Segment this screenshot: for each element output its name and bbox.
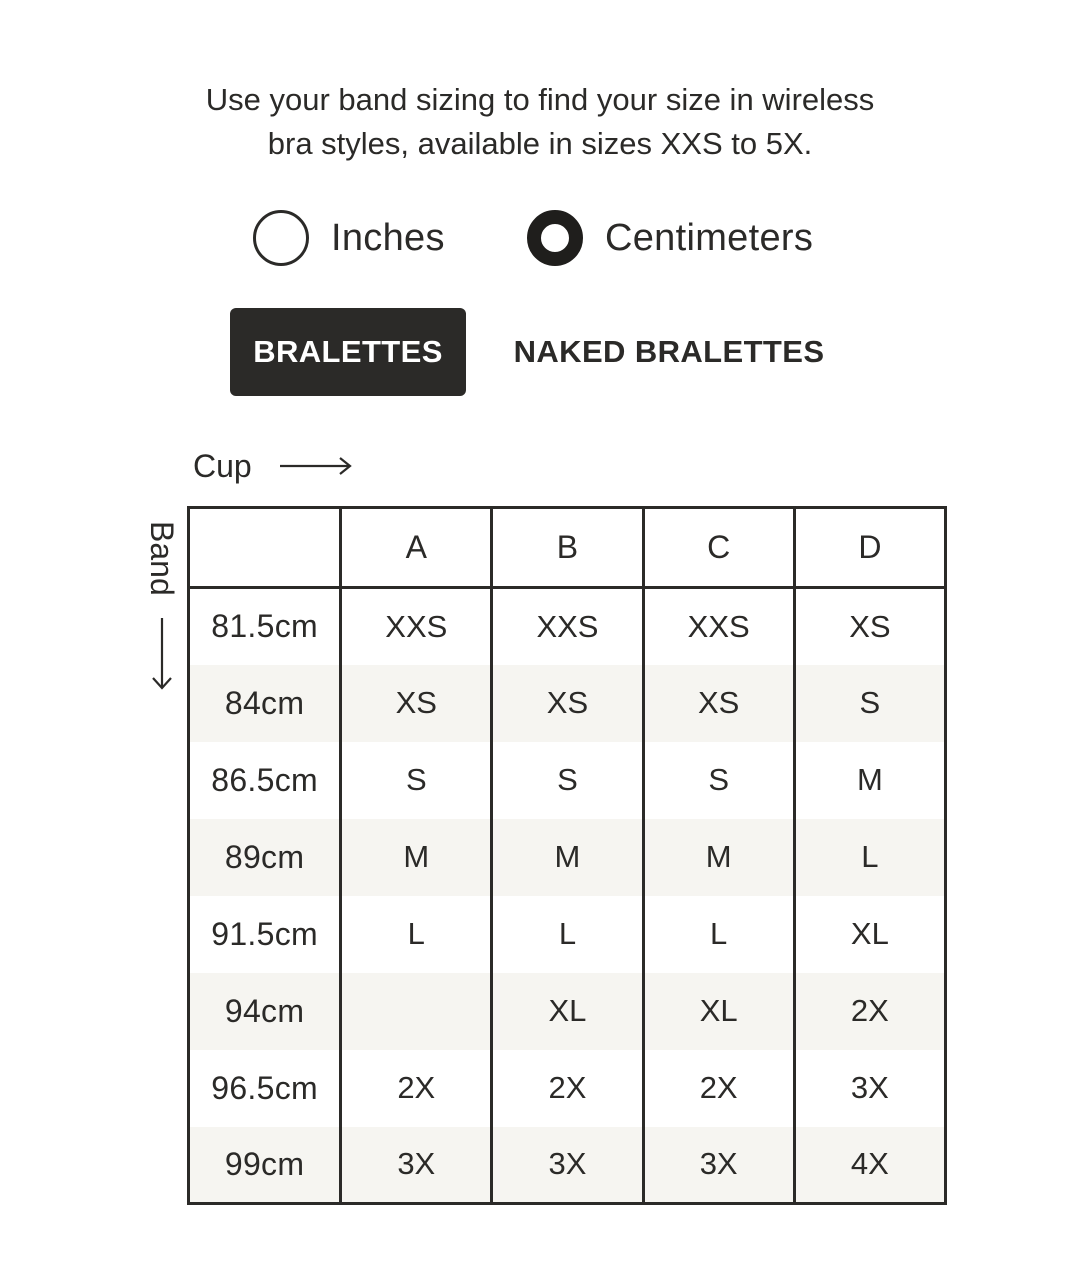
size-cell: L xyxy=(492,896,643,973)
unit-selector xyxy=(0,206,1080,270)
band-size-cell: 99cm xyxy=(189,1127,341,1204)
size-cell: XL xyxy=(794,896,945,973)
table-row xyxy=(189,1127,946,1204)
band-size-cell: 89cm xyxy=(189,819,341,896)
unit-label-inches: Inches xyxy=(331,216,445,259)
cup-axis-label xyxy=(193,444,354,488)
size-cell: 2X xyxy=(643,1050,794,1127)
cup-header-b: B xyxy=(492,508,643,588)
size-cell: 2X xyxy=(794,973,945,1050)
tab-naked-bralettes[interactable]: NAKED BRALETTES xyxy=(513,334,825,369)
size-cell: XS xyxy=(794,588,945,665)
size-cell: 3X xyxy=(794,1050,945,1127)
band-axis-label xyxy=(140,516,184,706)
size-chart-table xyxy=(187,506,947,1205)
table-row xyxy=(189,665,946,742)
band-size-cell: 96.5cm xyxy=(189,1050,341,1127)
table-row xyxy=(189,1050,946,1127)
cup-header-c: C xyxy=(643,508,794,588)
table-row xyxy=(189,896,946,973)
cup-header-d: D xyxy=(794,508,945,588)
unit-option-centimeters[interactable] xyxy=(527,206,813,270)
style-tabs xyxy=(0,308,1080,396)
size-cell: XS xyxy=(643,665,794,742)
unit-label-centimeters: Centimeters xyxy=(605,216,814,259)
band-label: Band xyxy=(144,520,180,596)
size-cell: S xyxy=(341,742,492,819)
size-cell: 3X xyxy=(492,1127,643,1204)
band-size-cell: 86.5cm xyxy=(189,742,341,819)
unit-option-inches[interactable] xyxy=(253,206,445,270)
band-size-cell: 94cm xyxy=(189,973,341,1050)
size-cell: 3X xyxy=(643,1127,794,1204)
size-cell: XXS xyxy=(341,588,492,665)
arrow-down-icon xyxy=(150,616,174,692)
size-cell: M xyxy=(643,819,794,896)
size-cell: L xyxy=(794,819,945,896)
size-cell: XS xyxy=(492,665,643,742)
size-cell: S xyxy=(643,742,794,819)
size-cell: XL xyxy=(643,973,794,1050)
table-row xyxy=(189,588,946,665)
band-size-cell: 91.5cm xyxy=(189,896,341,973)
size-cell: L xyxy=(643,896,794,973)
tab-bralettes[interactable]: BRALETTES xyxy=(230,308,466,396)
size-cell: M xyxy=(341,819,492,896)
intro-line-2: bra styles, available in sizes XXS to 5X. xyxy=(267,126,813,161)
intro-line-1: Use your band sizing to find your size in wireless xyxy=(205,82,875,117)
arrow-right-icon xyxy=(278,456,354,476)
table-header-row xyxy=(189,508,946,588)
size-cell: 4X xyxy=(794,1127,945,1204)
size-cell: L xyxy=(341,896,492,973)
size-cell: XS xyxy=(341,665,492,742)
size-cell: 2X xyxy=(341,1050,492,1127)
size-cell: XXS xyxy=(492,588,643,665)
size-cell: 2X xyxy=(492,1050,643,1127)
size-cell: S xyxy=(492,742,643,819)
table-row xyxy=(189,819,946,896)
radio-inches[interactable] xyxy=(253,210,309,266)
cup-header-a: A xyxy=(341,508,492,588)
size-cell: XXS xyxy=(643,588,794,665)
radio-centimeters[interactable] xyxy=(527,210,583,266)
size-cell: XL xyxy=(492,973,643,1050)
table-row xyxy=(189,742,946,819)
size-cell: S xyxy=(794,665,945,742)
band-size-cell: 84cm xyxy=(189,665,341,742)
intro-text xyxy=(0,78,1080,166)
size-cell: 3X xyxy=(341,1127,492,1204)
table-corner-cell xyxy=(189,508,341,588)
size-cell xyxy=(341,973,492,1050)
table-row xyxy=(189,973,946,1050)
size-cell: M xyxy=(492,819,643,896)
cup-label: Cup xyxy=(193,447,252,484)
band-size-cell: 81.5cm xyxy=(189,588,341,665)
size-cell: M xyxy=(794,742,945,819)
